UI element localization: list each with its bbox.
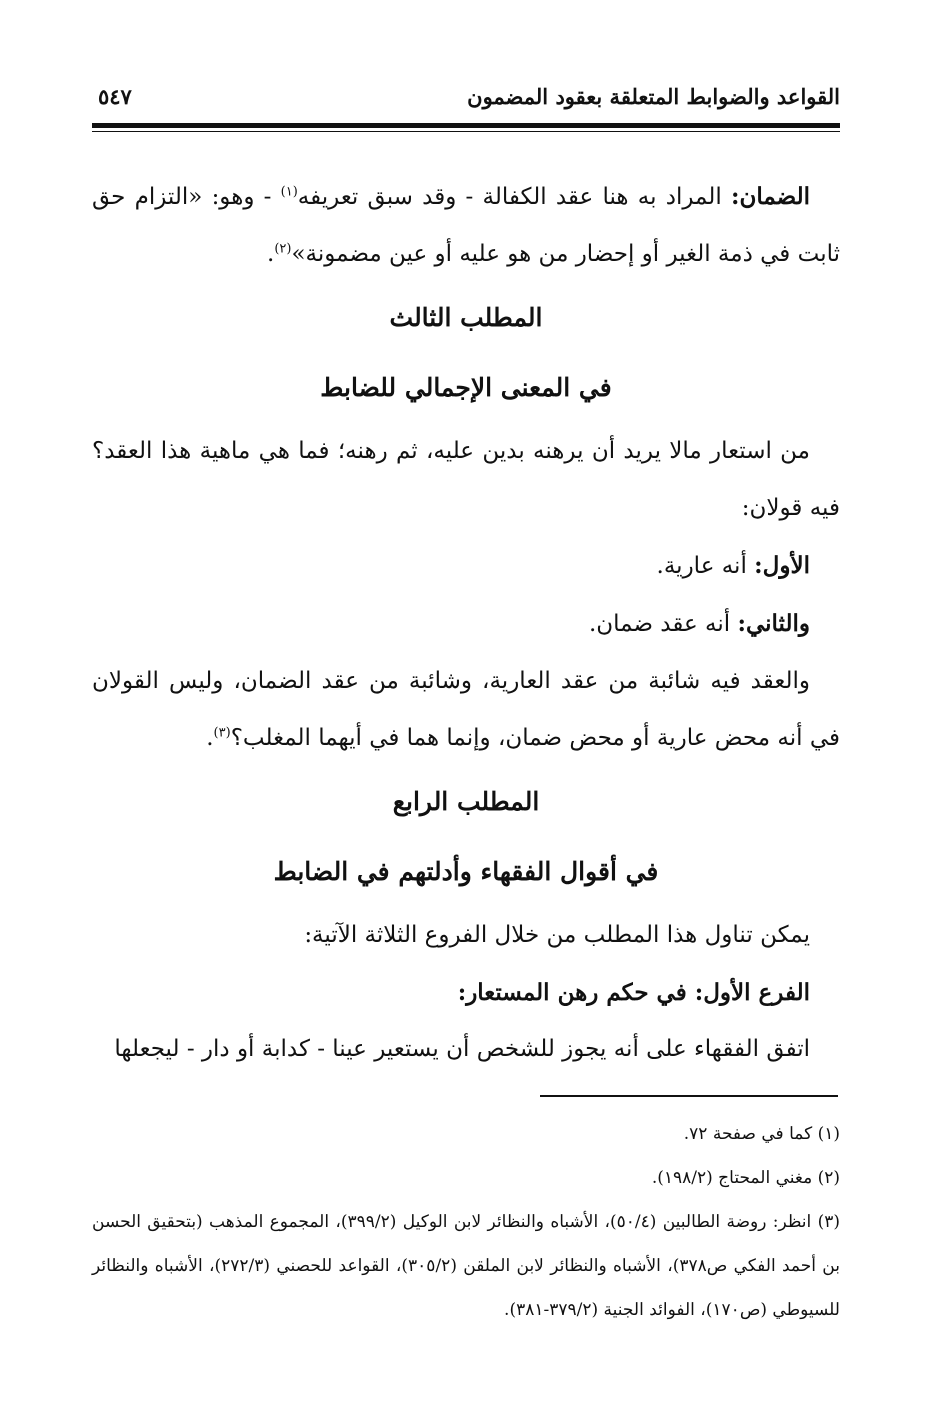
paragraph-second-opinion: [92, 595, 840, 653]
p5-end: .: [206, 725, 214, 751]
footnote-3: (٣) انظر: روضة الطالبين (٥٠/٤)، الأشباه والنظائر لابن الوكيل (٣٩٩/٢)، المجموع المذهب (بتحقيق الحسن بن أحمد الفكي ص٣٧٨)، الأشباه والنظائر لابن الملقن (٣٠٥/٢)، القواعد للحصني (٢٧٢/٣)، الأشباه والنظائر للسيوطي (ص١٧٠)، الفوائد الجنية (٣٧٩/٢-٣٨١).: [92, 1212, 840, 1320]
main-text: [92, 168, 840, 1078]
label-first: الأول:: [754, 552, 810, 579]
paragraph-branches-intro: يمكن تناول هذا المطلب من خلال الفروع الثلاثة الآتية:: [304, 922, 810, 948]
p1-end: .: [267, 241, 275, 267]
footnote-ref-1[interactable]: (١): [280, 184, 298, 200]
paragraph-question: من استعار مالا يريد أن يرهنه بدين عليه، ثم رهنه؛ فما هي ماهية هذا العقد؟ فيه قولان:: [92, 438, 840, 521]
p5-text: والعقد فيه شائبة من عقد العارية، وشائبة من عقد الضمان، وليس القولان في أنه محض عارية أو محض ضمان، وإنما هما في أيهما المغلب؟: [92, 668, 840, 751]
p1-text-2: - وهو: «التزام حق ثابت في ذمة الغير أو إحضار من هو عليه أو عين مضمونة»: [92, 184, 840, 267]
section-heading-3: المطلب الثالث: [389, 303, 543, 332]
p1-text: المراد به هنا عقد الكفالة - وقد سبق تعريفه: [297, 184, 731, 210]
section-subheading-4: في أقوال الفقهاء وأدلتهم في الضابط: [273, 857, 659, 886]
page-number: ٥٤٧: [98, 84, 132, 109]
footnote-separator: [540, 1095, 838, 1097]
paragraph-first-opinion: [92, 537, 840, 595]
label-second: والثاني:: [737, 610, 810, 637]
header-rule-thin: [92, 131, 840, 132]
paragraph-daman-definition: [92, 168, 840, 283]
section-subheading-3: في المعنى الإجمالي للضابط: [320, 373, 612, 402]
footnote-2: (٢) مغني المحتاج (١٩٨/٢).: [651, 1168, 840, 1188]
footnote-ref-2[interactable]: (٢): [274, 241, 292, 257]
footnote-ref-3[interactable]: (٣): [213, 725, 231, 741]
running-header: [92, 80, 840, 120]
footnotes: [92, 1112, 840, 1332]
paragraph-jurists-agree: اتفق الفقهاء على أنه يجوز للشخص أن يستعير عينا - كدابة أو دار - ليجعلها: [114, 1036, 810, 1062]
branch-heading-1: الفرع الأول: في حكم رهن المستعار:: [457, 979, 810, 1006]
header-title: القواعد والضوابط المتعلقة بعقود المضمون: [467, 84, 840, 109]
paragraph-contract-nature: [92, 653, 840, 767]
footnote-1: (١) كما في صفحة ٧٢.: [683, 1124, 840, 1144]
header-rule-thick: [92, 123, 840, 128]
term-daman: الضمان:: [730, 183, 810, 210]
first-opinion-text: أنه عارية.: [656, 553, 755, 579]
second-opinion-text: أنه عقد ضمان.: [588, 611, 738, 637]
section-heading-4: المطلب الرابع: [392, 787, 540, 816]
